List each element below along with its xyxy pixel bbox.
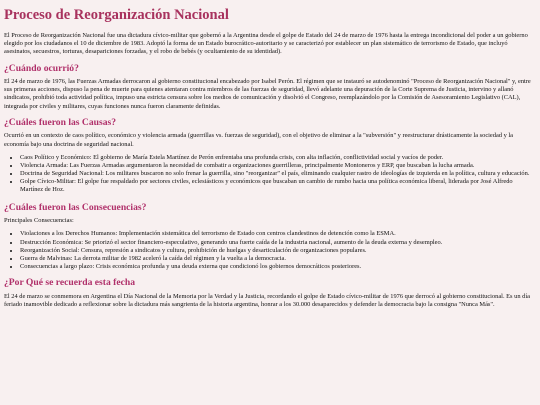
list-item: • Reorganización Social: Censura, represión a sindicatos y cultura, prohibición de huelgas y desarticulación de organizaciones populares. — [20, 247, 536, 255]
when-paragraph: El 24 de marzo de 1976, las Fuerzas Armadas derrocaron al gobierno constitucional encabezado por Isabel Perón. El régimen que se instauró se autodenominó "Proceso de Reorganización Nacional" y, entre sus primeras acciones, dispuso la pena de muerte para quienes atentaran contra miembros de las fuerzas de seguridad, llevó adelante una depuración de la Corte Suprema de Justicia, intervino y allanó sindicatos, prohibió toda actividad política, impuso una estricta censura sobre los medios de comunicación y disolvió el Congreso, reemplazándolo por la Comisión de Asesoramiento Legislativo (CAL), integrada por civiles y militares, cuyas funciones nunca fueron claramente definidas. — [4, 78, 531, 110]
remember-paragraph: El 24 de marzo se conmemora en Argentina el Día Nacional de la Memoria por la Verdad y la Justicia, recordando el golpe de Estado cívico-militar de 1976 que derrocó al gobierno constitucional. Es un día feriado inamovible dedicado a reflexionar sobre la dictadura más sangrienta de la historia argentina, honrar a los 30.000 desaparecidos y defender la democracia bajo la consigna "Nunca Más". — [4, 292, 530, 309]
list-item: • Violencia Armada: Las Fuerzas Armadas argumentaron la necesidad de combatir a organizaciones guerrilleras, principalmente Montoneros y ERP, que buscaban la lucha armada. — [20, 162, 536, 170]
consequences-paragraph: Principales Consecuencias: — [4, 217, 74, 225]
intro-paragraph: El Proceso de Reorganización Nacional fue una dictadura cívico-militar que gobernó a la Argentina desde el golpe de Estado del 24 de marzo de 1976 hasta la entrega incondicional del poder a un gobierno elegido por los ciudadanos el 10 de diciembre de 1983. Adoptó la forma de un Estado burocrático-autoritario y se caracterizó por establecer un plan sistemático de terrorismo de Estado, que incluyó asesinatos, secuestros, torturas, desapariciones forzadas, y el robo de bebés (y ocultamiento de su identidad). — [4, 31, 528, 56]
list-item: • Guerra de Malvinas: La derrota militar de 1982 aceleró la caída del régimen y la vuelta a la democracia. — [20, 255, 536, 263]
list-item: • Destrucción Económica: Se priorizó el sector financiero-especulativo, generando una fuerte caída de la industria nacional, aumento de la deuda externa y desempleo. — [20, 239, 536, 247]
list-item: • Violaciones a los Derechos Humanos: Implementación sistemática del terrorismo de Estado con centros clandestinos de detención como la ESMA. — [20, 230, 536, 238]
section-heading-when: ¿Cuándo ocurrió? — [4, 62, 79, 74]
section-heading-causes: ¿Cuáles fueron las Causas? — [4, 116, 117, 128]
section-heading-consequences: ¿Cuáles fueron las Consecuencias? — [4, 201, 147, 213]
causes-list — [4, 154, 536, 195]
causes-paragraph: Ocurrió en un contexto de caos político, económico y violencia armada (guerrillas vs. fuerzas de seguridad), con el objetivo de eliminar a la "subversión" y reestructurar drásticamente la sociedad y la economía bajo una doctrina de seguridad nacional. — [4, 132, 514, 148]
list-item: • Caos Político y Económico: El gobierno de María Estela Martínez de Perón enfrentaba una profunda crisis, con alta inflación, conflictividad social y vacíos de poder. — [20, 154, 536, 162]
list-item: • Consecuencias a largo plazo: Crisis económica profunda y una deuda externa que condicionó los gobiernos democráticos posteriores. — [20, 263, 536, 271]
list-item: • Doctrina de Seguridad Nacional: Los militares buscaron no solo frenar la guerrilla, sino "reorganizar" el país, eliminando cualquier rastro de ideologías de izquierda en la política, cultura y educación. — [20, 170, 536, 178]
page-title: Proceso de Reorganización Nacional — [4, 7, 229, 23]
section-heading-remember: ¿Por Qué se recuerda esta fecha — [4, 277, 135, 289]
consequences-list — [4, 230, 536, 271]
list-item: • Golpe Cívico-Militar: El golpe fue respaldado por sectores civiles, eclesiásticos y económicos que buscaban un cambio de rumbo hacia una política económica liberal, liderada por José Alfredo Martínez de Hoz. — [20, 178, 536, 194]
